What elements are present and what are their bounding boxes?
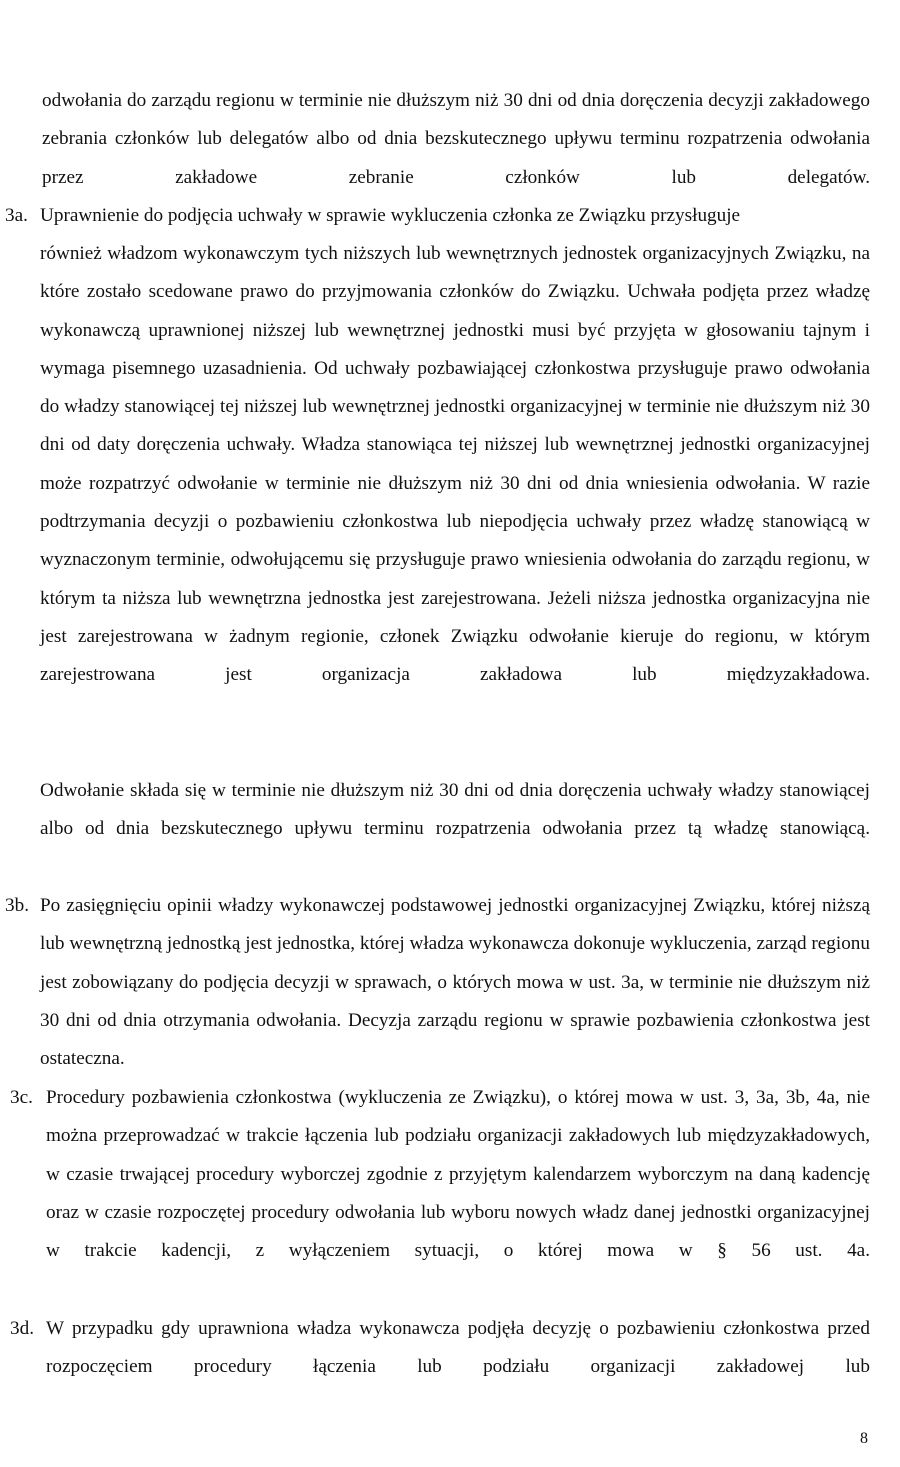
paragraph-number-3d: 3d. — [10, 1318, 34, 1339]
paragraph-3d: W przypadku gdy uprawniona władza wykonawcza podjęła decyzję o pozbawieniu członkostwa przed rozpoczęciem procedury łączenia lub podziału organizacji zakładowej lub — [46, 1318, 870, 1378]
paragraph-number-3a: 3a. — [5, 205, 28, 226]
paragraph-3a: również władzom wykonawczym tych niższych lub wewnętrznych jednostek organizacyjnych Związku, na które zostało scedowane prawo do przyjmowania członków do Związku. Uchwała podjęta przez władzę wykonawczą uprawnionej niższej lub wewnętrznej jednostki musi być przyjęta w głosowaniu tajnym i wymaga pisemnego uzasadnienia. Od uchwały pozbawiającej członkostwa przysługuje prawo odwołania do władzy stanowiącej tej niższej lub wewnętrznej jednostki organizacyjnej w terminie nie dłuższym niż 30 dni od daty doręczenia uchwały. Władza stanowiąca tej niższej lub wewnętrznej jednostki organizacyjnej może rozpatrzyć odwołanie w terminie nie dłuższym niż 30 dni od dnia wniesienia odwołania. W razie podtrzymania decyzji o pozbawieniu członkostwa lub niepodjęcia uchwały przez władzę stanowiącą w wyznaczonym terminie, odwołującemu się przysługuje prawo wniesienia odwołania do zarządu regionu, w którym ta niższa lub wewnętrzna jednostka jest zarejestrowana. Jeżeli niższa jednostka organizacyjna nie jest zarejestrowana w żadnym regionie, członek Związku odwołanie kieruje do regionu, w którym zarejestrowana jest organizacja zakładowa lub międzyzakładowa. — [40, 243, 870, 686]
paragraph-continuation: odwołania do zarządu regionu w terminie nie dłuższym niż 30 dni od dnia doręczenia decyzji zakładowego zebrania członków lub delegatów albo od dnia bezskutecznego upływu terminu rozpatrzenia odwołania przez zakładowe zebranie członków lub delegatów. — [42, 90, 870, 188]
paragraph-number-3b: 3b. — [5, 895, 29, 916]
paragraph-number-3c: 3c. — [10, 1087, 33, 1108]
page-number: 8 — [860, 1430, 868, 1447]
paragraph-3a-first-line: Uprawnienie do podjęcia uchwały w sprawie wykluczenia członka ze Związku przysługuje — [40, 205, 741, 226]
paragraph-3b: Po zasięgnięciu opinii władzy wykonawczej podstawowej jednostki organizacyjnej Związku, której niższą lub wewnętrzną jednostką jest jednostka, której władza wykonawcza dokonuje wykluczenia, zarząd regionu jest zobowiązany do podjęcia decyzji w sprawach, o których mowa w ust. 3a, w terminie nie dłuższym niż 30 dni od dnia otrzymania odwołania. Decyzja zarządu regionu w sprawie pozbawienia członkostwa jest ostateczna. — [40, 895, 870, 1070]
paragraph-3a-second: Odwołanie składa się w terminie nie dłuższym niż 30 dni od dnia doręczenia uchwały władzy stanowiącej albo od dnia bezskutecznego upływu terminu rozpatrzenia odwołania przez tą władzę stanowiącą. — [40, 780, 870, 840]
paragraph-3c: Procedury pozbawienia członkostwa (wykluczenia ze Związku), o której mowa w ust. 3, 3a, 3b, 4a, nie można przeprowadzać w trakcie łączenia lub podziału organizacji zakładowych lub międzyzakładowych, w czasie trwającej procedury wyborczej zgodnie z przyjętym kalendarzem wyborczym na daną kadencję oraz w czasie rozpoczętej procedury odwołania lub wyboru nowych władz danej jednostki organizacyjnej w trakcie kadencji, z wyłączeniem sytuacji, o której mowa w § 56 ust. 4a. — [46, 1087, 870, 1262]
